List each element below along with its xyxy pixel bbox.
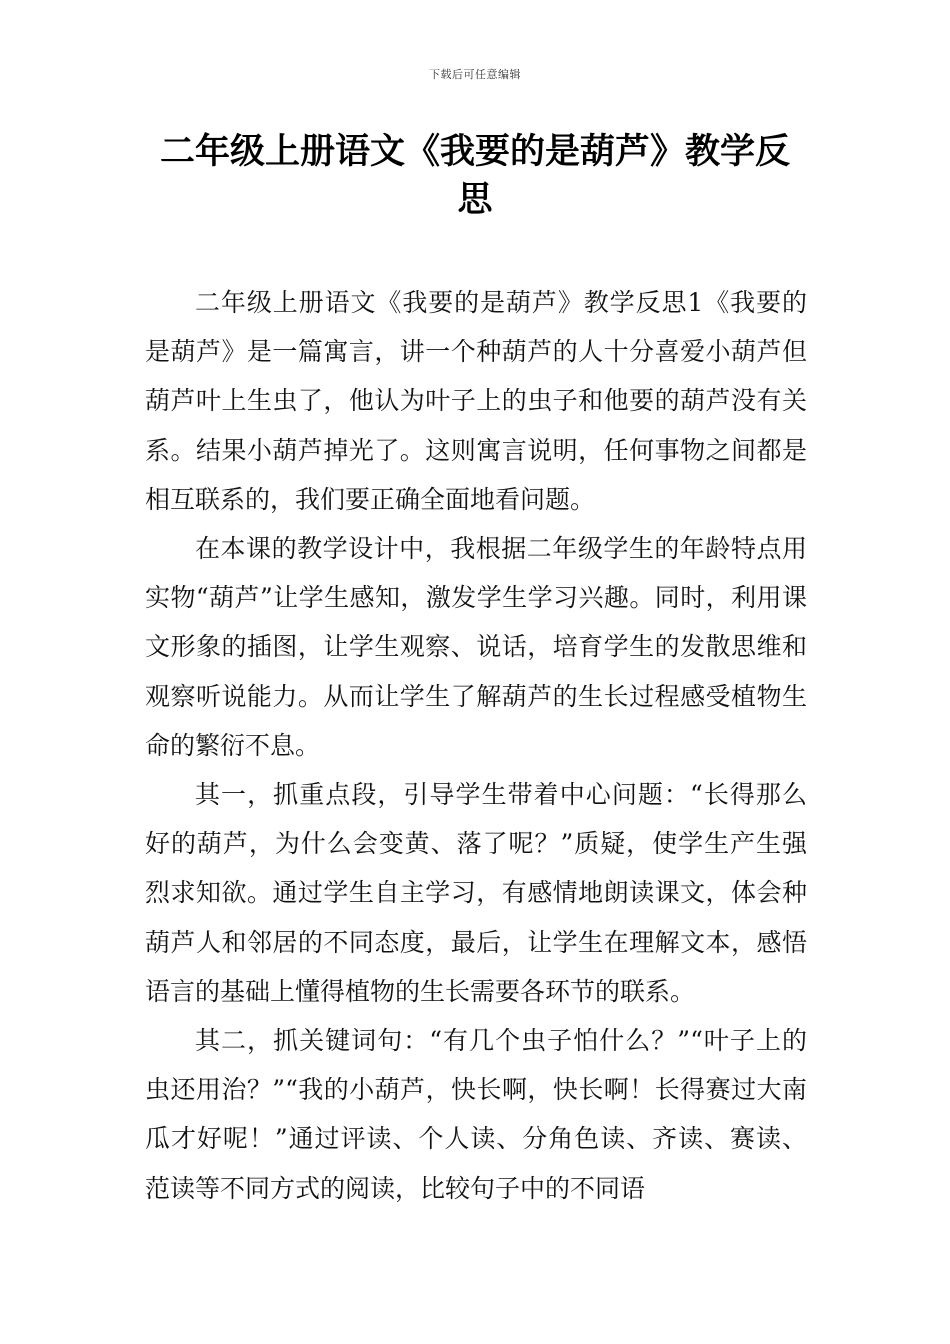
paragraph-1: 二年级上册语文《我要的是葫芦》教学反思1《我要的是葫芦》是一篇寓言，讲一个种葫芦的人十分喜爱小葫芦但葫芦叶上生虫了，他认为叶子上的虫子和他要的葫芦没有关系。结果小葫芦掉光了。这则寓言说明，任何事物之间都是相互联系的，我们要正确全面地看问题。 xyxy=(145,288,807,514)
paragraph-4: 其二，抓关键词句：“有几个虫子怕什么？”“叶子上的虫还用治？”“我的小葫芦，快长啊，快长啊！长得赛过大南瓜才好呢！”通过评读、个人读、分角色读、齐读、赛读、范读等不同方式的阅读，比较句子中的不同语 xyxy=(145,1026,807,1203)
paragraph-3: 其一，抓重点段，引导学生带着中心问题：“长得那么好的葫芦，为什么会变黄、落了呢？”质疑，使学生产生强烈求知欲。通过学生自主学习，有感情地朗读课文，体会种葫芦人和邻居的不同态度，最后，让学生在理解文本，感悟语言的基础上懂得植物的生长需要各环节的联系。 xyxy=(145,780,807,1006)
header-note: 下载后可任意编辑 xyxy=(429,68,521,81)
document-title: 二年级上册语文《我要的是葫芦》教学反思 xyxy=(159,132,790,220)
paragraph-2: 在本课的教学设计中，我根据二年级学生的年龄特点用实物“葫芦”让学生感知，激发学生学习兴趣。同时，利用课文形象的插图，让学生观察、说话，培育学生的发散思维和观察听说能力。从而让学生了解葫芦的生长过程感受植物生命的繁衍不息。 xyxy=(145,534,807,760)
document-body xyxy=(145,278,807,1213)
